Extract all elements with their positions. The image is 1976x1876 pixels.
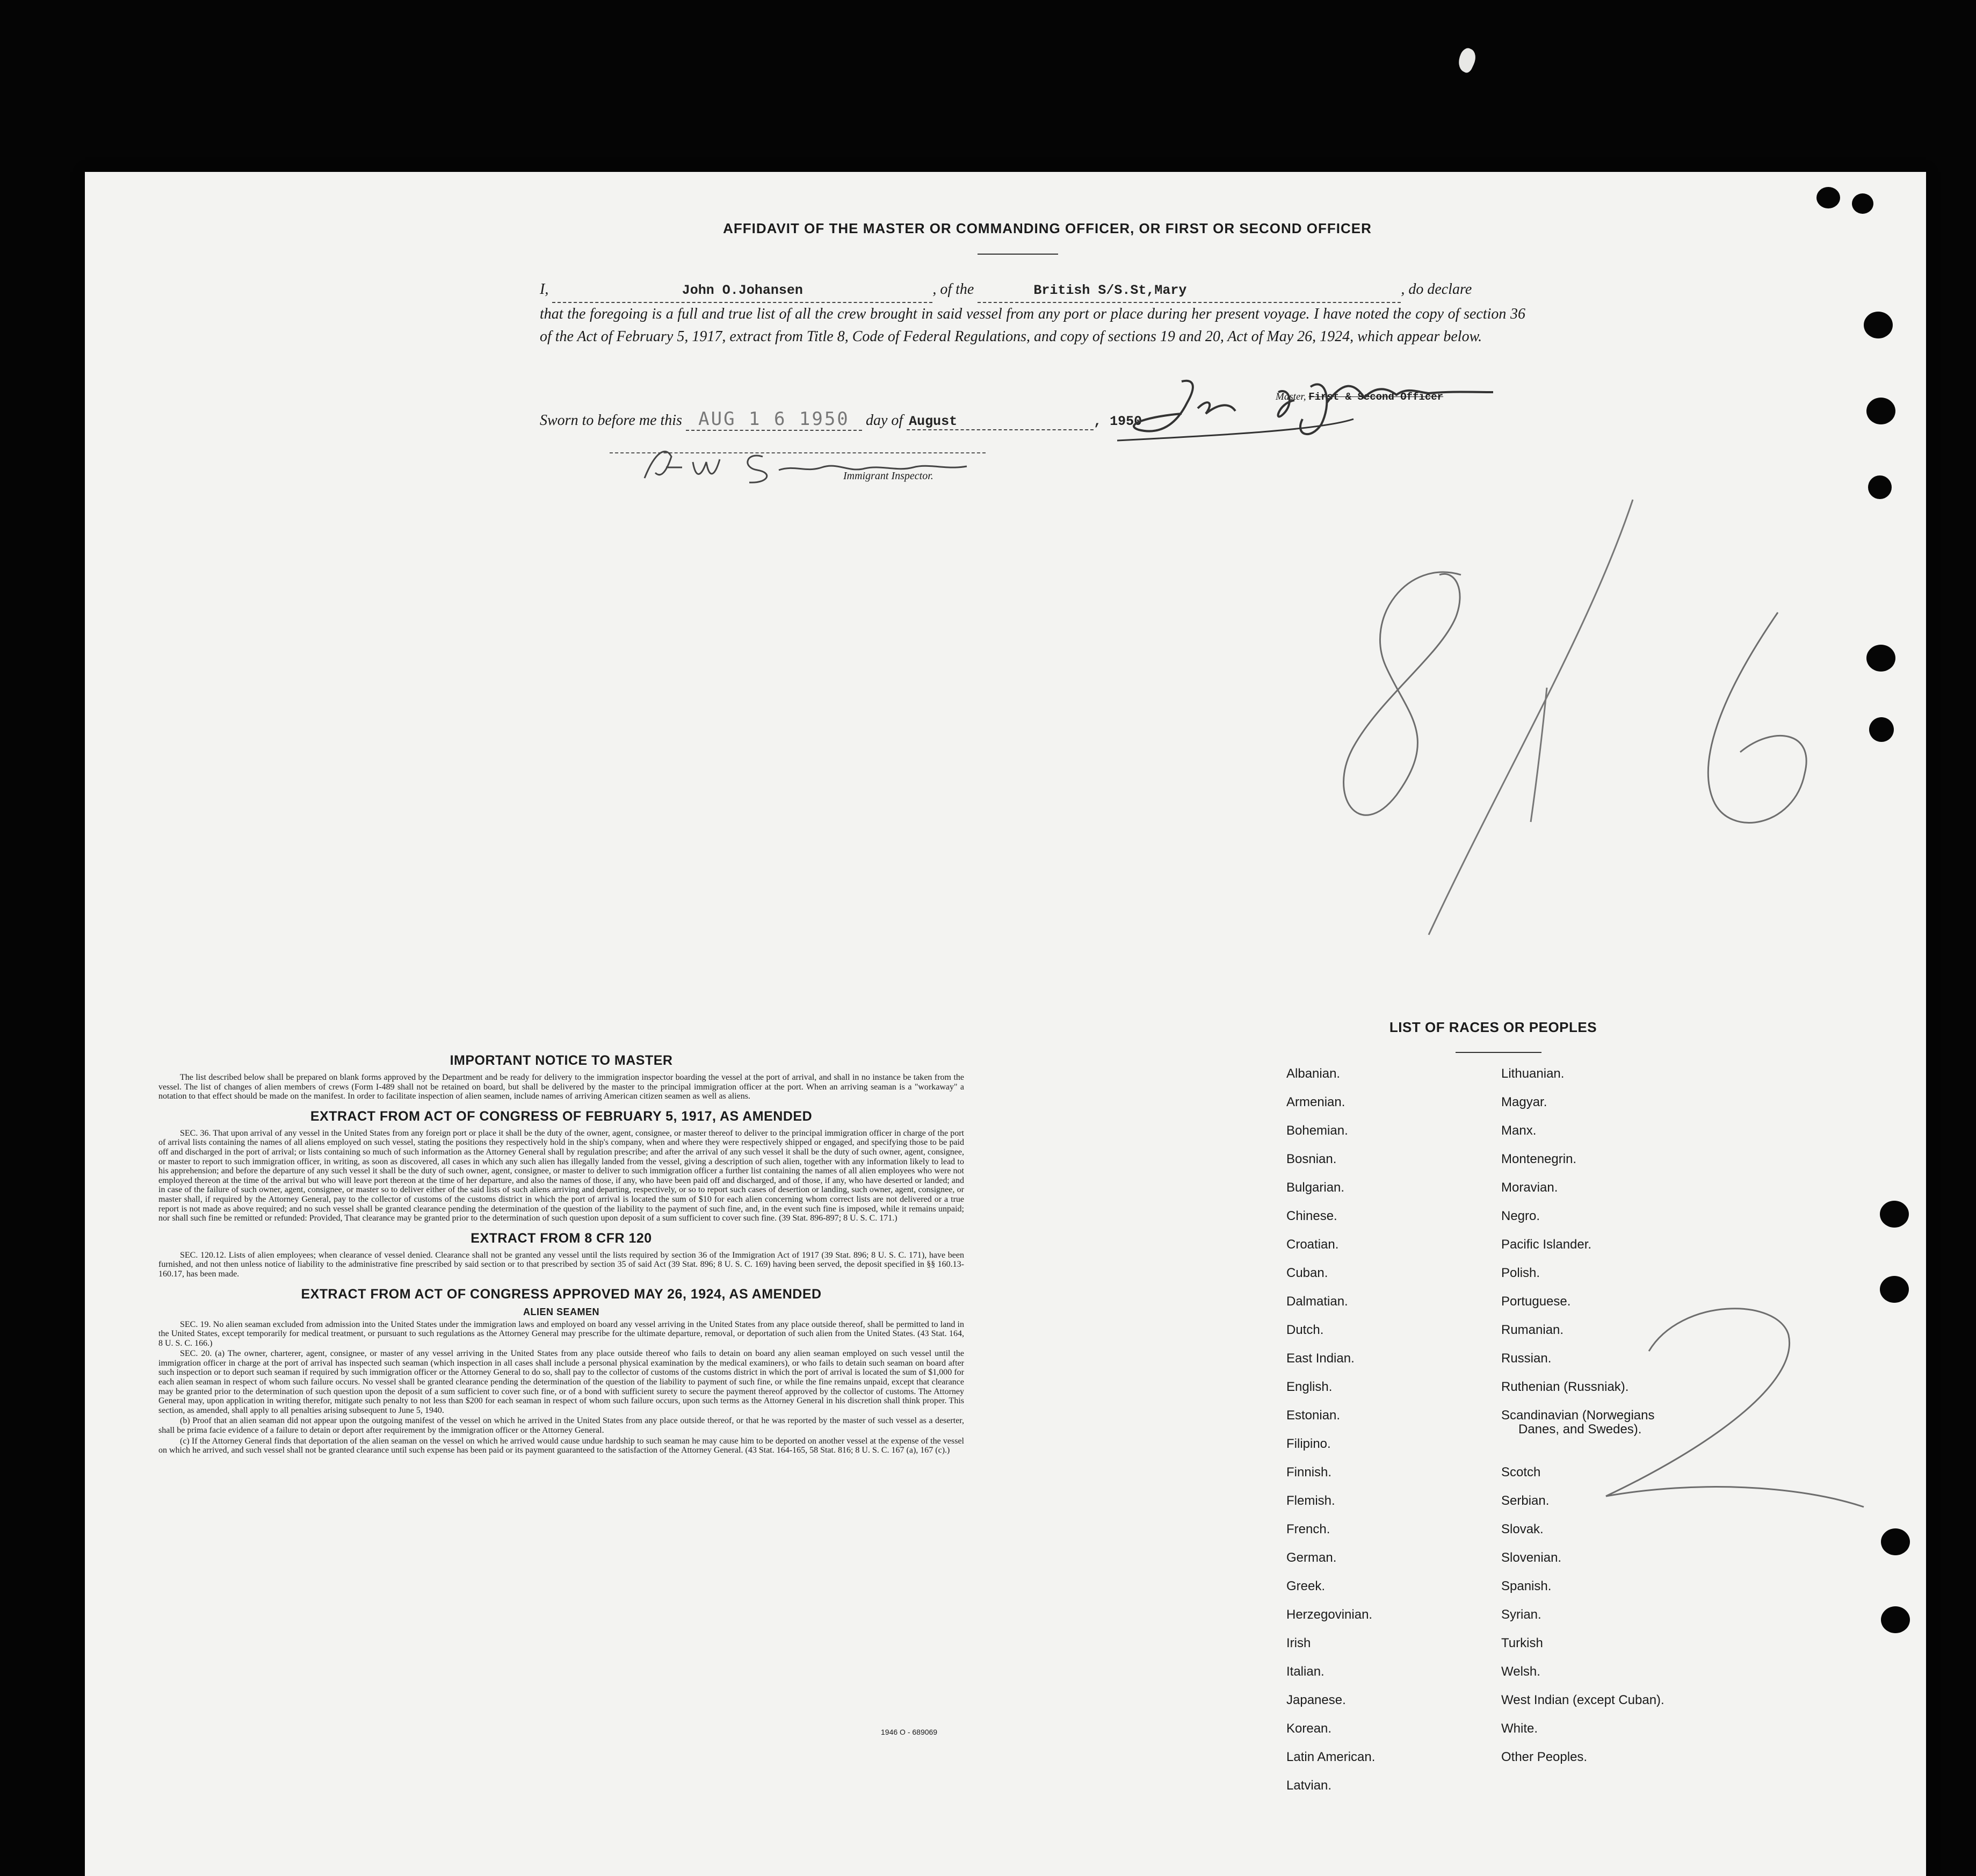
punch-hole (1880, 1201, 1909, 1228)
race-item: Greek. (1286, 1579, 1326, 1593)
race-item: Turkish (1501, 1636, 1543, 1650)
notice-title: IMPORTANT NOTICE TO MASTER (450, 1053, 673, 1068)
race-item: Polish. (1501, 1266, 1540, 1280)
inspector-signature-line (610, 452, 986, 453)
race-item: Montenegrin. (1501, 1152, 1577, 1166)
race-item: Bosnian. (1286, 1152, 1337, 1166)
race-item: Herzegovinian. (1286, 1607, 1373, 1622)
race-item: Japanese. (1286, 1693, 1346, 1707)
race-item: Flemish. (1286, 1493, 1335, 1508)
race-item: Ruthenian (Russniak). (1501, 1380, 1629, 1394)
affidavit-title: AFFIDAVIT OF THE MASTER OR COMMANDING OFFICER, OR FIRST OR SECOND OFFICER (723, 220, 1372, 236)
section-20c: (c) If the Attorney General finds that deportation of the alien seaman on the vessel on which he arrived would cause undue hardship to such seaman he may cause him to be deported on another vessel at the expense of the vessel on which he arrived, and such vessel shall not be granted clearance until such expense has been paid or its payment guaranteed to the satisfaction of the Attorney General. (43 Stat. 164-165, 58 Stat. 816; 8 U. S. C. 167 (a), 167 (c).) (158, 1436, 964, 1455)
master-title-label (1276, 391, 1443, 403)
race-item: Armenian. (1286, 1095, 1345, 1109)
extract2-title: EXTRACT FROM 8 CFR 120 (471, 1230, 652, 1246)
race-item: French. (1286, 1522, 1330, 1536)
race-item: Portuguese. (1501, 1294, 1571, 1309)
extract1-title: EXTRACT FROM ACT OF CONGRESS OF FEBRUARY 5, 1917, AS AMENDED (310, 1108, 813, 1124)
title-divider (978, 254, 1058, 255)
race-item: Scandinavian (Norwegians (1501, 1408, 1655, 1423)
month-field (907, 412, 1094, 430)
declaration-block (540, 278, 1525, 348)
print-code: 1946 O - 689069 (881, 1728, 938, 1736)
punch-hole (1866, 398, 1895, 424)
races-left-column (1286, 1066, 1375, 1807)
race-item: Albanian. (1286, 1066, 1341, 1081)
punch-hole (1880, 1276, 1909, 1303)
race-item: Manx. (1501, 1123, 1537, 1138)
race-item: Scotch (1501, 1465, 1541, 1480)
race-item: Other Peoples. (1501, 1750, 1588, 1764)
race-item: Croatian. (1286, 1237, 1339, 1252)
vessel-name: British S/S.St,Mary (1033, 283, 1187, 298)
race-item: Estonian. (1286, 1408, 1341, 1423)
extract3-subtitle: ALIEN SEAMEN (523, 1306, 599, 1317)
races-right-column (1501, 1066, 1664, 1778)
race-item: Slovenian. (1501, 1550, 1562, 1565)
race-item: Spanish. (1501, 1579, 1552, 1593)
month-value: August (909, 414, 958, 429)
race-item: White. (1501, 1721, 1538, 1736)
of-the-label: , of the (932, 281, 974, 298)
race-item: Russian. (1501, 1351, 1552, 1366)
race-item: Bohemian. (1286, 1123, 1348, 1138)
declaration-first-line (540, 278, 1525, 303)
notice-section (158, 1053, 964, 1456)
inspector-label: Immigrant Inspector. (843, 470, 933, 482)
punch-hole (1866, 645, 1895, 672)
section-20a: SEC. 20. (a) The owner, charterer, agent, consignee, or master of any vessel arriving in the United States from any place outside thereof who fails to detain on board any alien seaman employed on such vessel until the immigration officer in charge at the port of arrival has inspected such seaman (which inspection in all cases shall include a personal physical examination by the medical examiners), or who fails to detain such seaman on board after such inspection or to deport such seaman if required by such immigration officer or the Attorney General to do so, shall pay to the collector of customs of the customs district in which the port of arrival is located the sum of $1,000 for each alien seaman in respect of whom such failure occurs. No vessel shall be granted clearance pending the determination of the question of the liability to payment of such fine, or while the fine remains unpaid, except that clearance may be granted prior to the determination of such question upon the deposit of a sum sufficient to cover such fine, or of a bond with sufficient surety to secure the payment thereof approved by the collector of customs. The Attorney General may, upon application in writing therefor, mitigate such penalty to not less than $200 for each seaman in respect of whom such failure occurs, upon such terms as the Attorney General in his discretion shall think proper. This section, as amended, shall apply to all penalties arising subsequent to June 5, 1940. (158, 1349, 964, 1415)
race-item: West Indian (except Cuban). (1501, 1693, 1664, 1707)
punch-hole (1868, 475, 1892, 499)
race-item: Latin American. (1286, 1750, 1376, 1764)
do-declare-label: , do declare (1401, 281, 1472, 298)
race-item: Dalmatian. (1286, 1294, 1348, 1309)
race-item: Finnish. (1286, 1465, 1332, 1480)
day-of-label: day of (865, 412, 903, 429)
race-item: Welsh. (1501, 1664, 1540, 1679)
extract3-title: EXTRACT FROM ACT OF CONGRESS APPROVED MAY 26, 1924, AS AMENDED (301, 1286, 822, 1302)
master-name-field (552, 278, 932, 303)
master-title: Master, (1276, 391, 1306, 402)
race-item: German. (1286, 1550, 1337, 1565)
punch-hole (1881, 1606, 1910, 1633)
vessel-name-field (978, 278, 1401, 303)
race-item: Lithuanian. (1501, 1066, 1565, 1081)
master-title-struck: First & Second Officer (1308, 391, 1444, 403)
extract1-body: SEC. 36. That upon arrival of any vessel in the United States from any foreign port or place it shall be the duty of the owner, agent, consignee, or master thereof to deliver to the principal immigration officer in charge of the port of arrival lists containing the names of all aliens employed on such vessel, stating the positions they respectively hold in the ship's company, when and where they were respectively shipped or engaged, and specifying those to be paid off and discharged in the port of arrival; or lists containing so much of such information as the Attorney General shall by regulation prescribe; and after the arrival of any such vessel it shall be the duty of such owner, agent, consignee, or master to report to such immigration officer, in writing, as soon as discovered, all cases in which any such alien has illegally landed from the vessel, giving a description of such alien, together with any information likely to lead to his apprehension; and before the departure of any such vessel it shall be the duty of such owner, agent, consignee, or master to deliver to such immigration officer a further list containing the names of all alien employees who were not employed thereon at the time of the arrival but who will leave port thereon at the time of her departure, and also the names of those, if any, who have been paid off and discharged, and of those, if any, who have deserted or landed; and in case of the failure of such owner, agent, consignee, or master so to deliver either of the said lists of such aliens arriving and departing, respectively, or so to report such cases of desertion or landing, such owner, agent, consignee, or master shall, if required by the Attorney General, pay to the collector of customs of the customs district in which the port of arrival is located the sum of $10 for each alien concerning whom correct lists are not delivered or a true report is not made as above required; and no such vessel shall be granted clearance pending the determination of the question of the liability to the payment of such fine, and, in the event such fine is imposed, while it remains unpaid; nor shall such fine be remitted or refunded: Provided, That clearance may be granted prior to the determination of such question upon deposit of a sum sufficient to cover such fine. (39 Stat. 896-897; 8 U. S. C. 171.) (158, 1128, 964, 1223)
race-item: Magyar. (1501, 1095, 1547, 1109)
section-20b: (b) Proof that an alien seaman did not appear upon the outgoing manifest of the vessel on which he arrived in the United States from any place outside thereof, or that he was reported by the master of such vessel as a deserter, shall be prima facie evidence of a failure to detain or deport after requirement by the immigration officer or the Attorney General. (158, 1416, 964, 1435)
sworn-line (540, 408, 1265, 431)
race-item: Italian. (1286, 1664, 1324, 1679)
date-stamp: AUG 1 6 1950 (698, 408, 850, 430)
extract2-body: SEC. 120.12. Lists of alien employees; when clearance of vessel denied. Clearance shall not be granted any vessel until the lists required by section 36 of the Immigration Act of 1917 (39 Stat. 896; 8 U. S. C. 171), have been furnished, and not then unless notice of liability to the administrative fine prescribed by said section or to that prescribed by section 35 of said Act (39 Stat. 896; 8 U. S. C. 169) having been served, the deposit specified in §§ 160.13-160.17, has been made. (158, 1250, 964, 1279)
punch-hole (1869, 717, 1894, 742)
race-item: Cuban. (1286, 1266, 1328, 1280)
section-19: SEC. 19. No alien seaman excluded from admission into the United States under the immigration laws and employed on board any vessel arriving in the United States from any place outside thereof, shall be permitted to land in the United States, except temporarily for medical treatment, or pursuant to such regulations as the Attorney General may prescribe for the ultimate departure, removal, or deportation of such alien from the United States. (43 Stat. 164, 8 U. S. C. 166.) (158, 1319, 964, 1348)
race-item: Moravian. (1501, 1180, 1558, 1195)
punch-hole (1852, 193, 1873, 214)
race-item: Rumanian. (1501, 1323, 1564, 1337)
stamp-date-field (686, 408, 862, 431)
race-item: Slovak. (1501, 1522, 1544, 1536)
paper-scrap (1454, 46, 1479, 75)
races-divider (1456, 1052, 1541, 1053)
race-item: Chinese. (1286, 1209, 1337, 1223)
race-item: Bulgarian. (1286, 1180, 1345, 1195)
race-item: Pacific Islander. (1501, 1237, 1592, 1252)
race-item: Serbian. (1501, 1493, 1550, 1508)
declaration-text: that the foregoing is a full and true list of all the crew brought in said vessel from any port or place during her present voyage. I have noted the copy of section 36 of the Act of February 5, 1917, extract from Title 8, Code of Federal Regulations, and copy of sections 19 and 20, Act of May 26, 1924, which appear below. (540, 306, 1525, 345)
year-value: , 1950 (1094, 414, 1142, 429)
race-item: Irish (1286, 1636, 1311, 1650)
race-item: Negro. (1501, 1209, 1540, 1223)
race-item: Latvian. (1286, 1778, 1332, 1793)
race-item: Syrian. (1501, 1607, 1541, 1622)
race-item-continued: Danes, and Swedes). (1518, 1422, 1642, 1437)
sworn-label: Sworn to before me this (540, 412, 682, 429)
punch-hole (1864, 312, 1893, 338)
punch-hole (1816, 187, 1840, 208)
notice-body: The list described below shall be prepared on blank forms approved by the Department and be ready for delivery to the immigration inspector boarding the vessel at the port of arrival, and shall in no instance be taken from the vessel. The list of changes of alien members of crews (Form I-489 shall not be retained on board, but shall be delivered by the master to the principal immigration officer at the port. When an arriving seaman is a "workaway" a notation to that effect should be made on the manifest. In order to facilitate inspection of alien seamen, include names of arriving American citizen seamen as well as aliens. (158, 1073, 964, 1101)
race-item: East Indian. (1286, 1351, 1355, 1366)
master-name: John O.Johansen (682, 283, 803, 298)
race-item: Korean. (1286, 1721, 1332, 1736)
race-item: Filipino. (1286, 1437, 1331, 1451)
race-item: English. (1286, 1380, 1333, 1394)
races-title: LIST OF RACES OR PEOPLES (1389, 1019, 1597, 1035)
race-item: Dutch. (1286, 1323, 1324, 1337)
punch-hole (1881, 1528, 1910, 1555)
i-label: I, (540, 281, 549, 298)
